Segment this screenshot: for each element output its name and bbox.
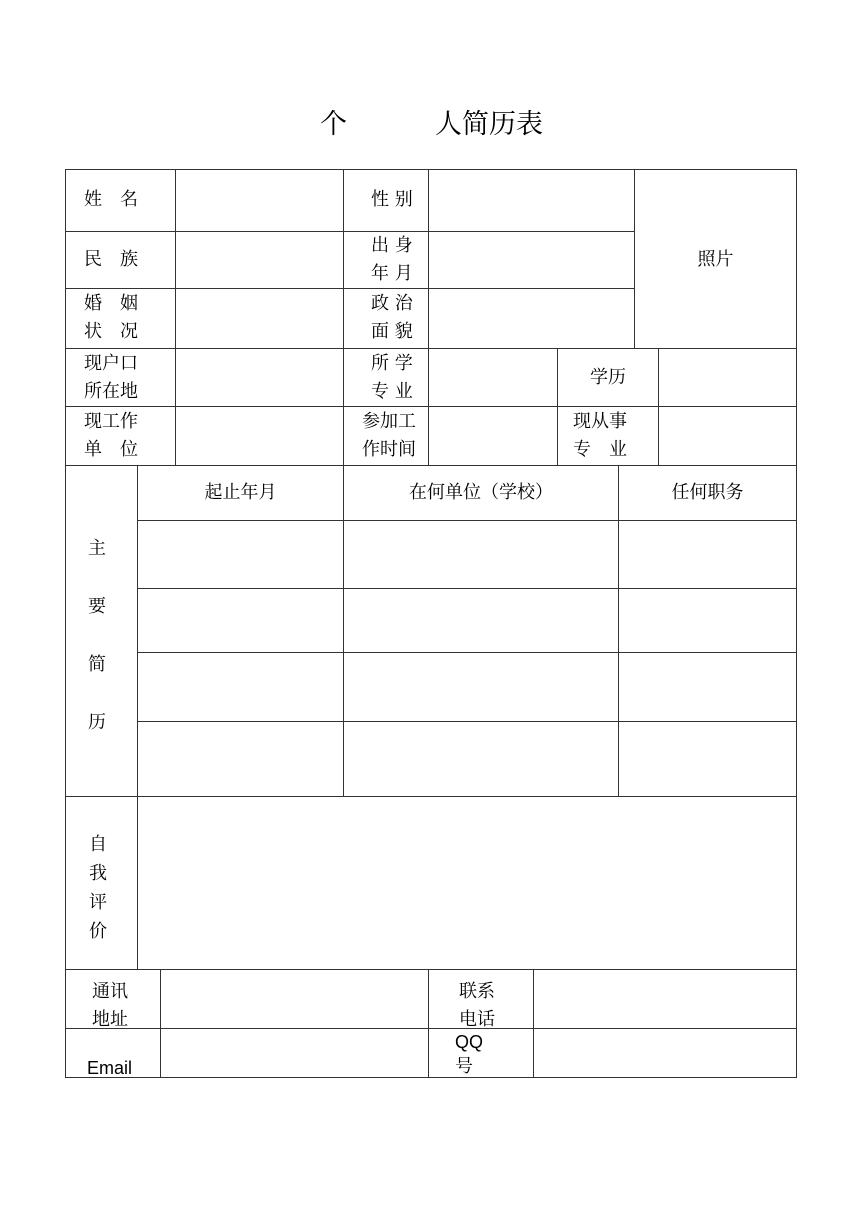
name-field[interactable] xyxy=(176,170,343,231)
current-field-input[interactable] xyxy=(659,407,796,465)
table-border xyxy=(65,169,66,1078)
phone-field[interactable] xyxy=(534,970,796,1028)
label-phone: 联系 电话 xyxy=(459,981,495,1030)
label-birth: 出 身 年 月 xyxy=(371,235,413,284)
label-work-unit: 现工作 单 位 xyxy=(84,411,138,460)
marital-field[interactable] xyxy=(176,289,343,348)
history-position-cell[interactable] xyxy=(619,589,796,652)
history-position-cell[interactable] xyxy=(619,521,796,588)
history-unit-cell[interactable] xyxy=(344,722,618,796)
history-period-cell[interactable] xyxy=(138,521,343,588)
col-header-period: 起止年月 xyxy=(204,482,277,503)
label-ethnicity: 民 族 xyxy=(84,249,138,270)
col-header-unit: 在何单位（学校） xyxy=(409,482,553,503)
self-eval-field[interactable] xyxy=(138,797,796,969)
label-name: 姓 名 xyxy=(84,189,138,210)
major-field[interactable] xyxy=(429,349,557,406)
political-field[interactable] xyxy=(429,289,634,348)
hukou-field[interactable] xyxy=(176,349,343,406)
title-part-1: 个 xyxy=(320,109,347,140)
label-current-field: 现从事 专 业 xyxy=(573,411,627,460)
history-label: 主 要 简 历 xyxy=(88,538,106,733)
label-qq: QQ 号 xyxy=(455,1032,484,1076)
label-political: 政 治 面 貌 xyxy=(371,293,413,342)
email-field[interactable] xyxy=(161,1029,428,1077)
history-position-cell[interactable] xyxy=(619,722,796,796)
col-divider xyxy=(428,969,429,1077)
history-position-cell[interactable] xyxy=(619,653,796,721)
history-period-cell[interactable] xyxy=(138,653,343,721)
label-education: 学历 xyxy=(590,367,626,388)
label-hukou: 现户口 所在地 xyxy=(84,353,138,402)
row-divider xyxy=(65,465,797,466)
self-eval-label: 自 我 评 价 xyxy=(89,834,107,942)
ethnicity-field[interactable] xyxy=(176,232,343,288)
page-title xyxy=(0,108,860,142)
education-field[interactable] xyxy=(659,349,796,406)
label-address: 通讯 地址 xyxy=(92,981,128,1030)
history-unit-cell[interactable] xyxy=(344,521,618,588)
work-start-field[interactable] xyxy=(429,407,557,465)
title-part-2: 人简历表 xyxy=(435,109,543,140)
history-unit-cell[interactable] xyxy=(344,589,618,652)
birth-field[interactable] xyxy=(429,232,634,288)
label-work-start: 参加工 作时间 xyxy=(362,411,416,460)
qq-field[interactable] xyxy=(534,1029,796,1077)
label-gender: 性 别 xyxy=(371,189,413,210)
label-email: Email xyxy=(87,1058,133,1078)
address-field[interactable] xyxy=(161,970,428,1028)
label-marital: 婚 姻 状 况 xyxy=(84,293,138,342)
gender-field[interactable] xyxy=(429,170,634,231)
col-divider xyxy=(343,169,344,465)
table-border xyxy=(65,1077,797,1078)
photo-placeholder[interactable]: 照片 xyxy=(697,249,734,270)
table-border xyxy=(796,169,797,1078)
history-period-cell[interactable] xyxy=(138,589,343,652)
col-header-position: 任何职务 xyxy=(671,482,744,503)
history-unit-cell[interactable] xyxy=(344,653,618,721)
history-period-cell[interactable] xyxy=(138,722,343,796)
label-major: 所 学 专 业 xyxy=(371,353,413,402)
work-unit-field[interactable] xyxy=(176,407,343,465)
